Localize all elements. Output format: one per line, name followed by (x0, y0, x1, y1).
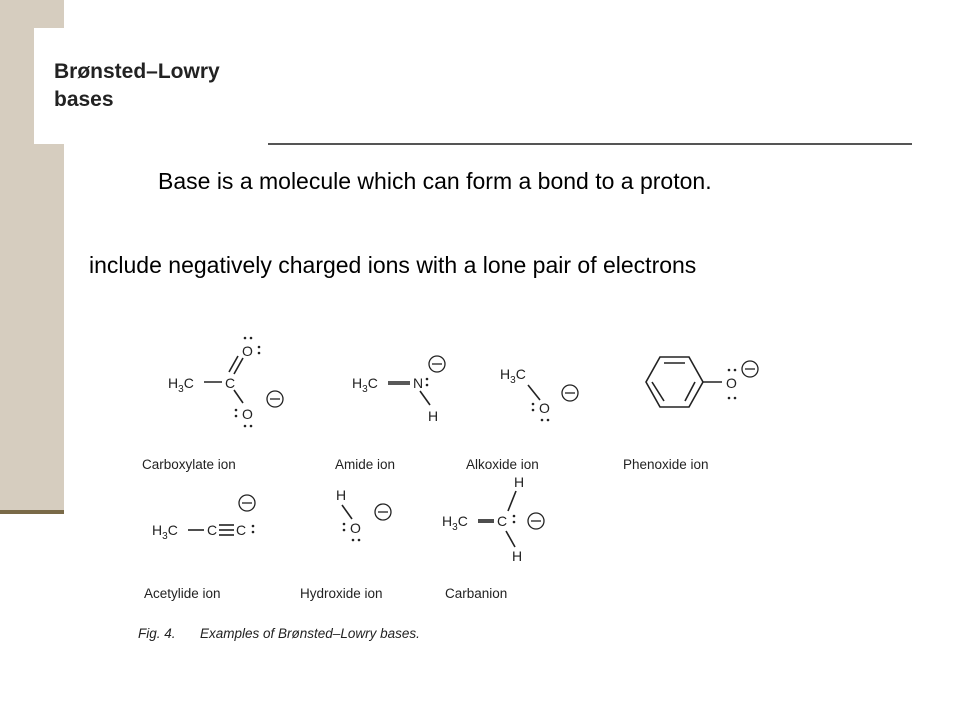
svg-text:N: N (413, 375, 424, 391)
svg-text:C: C (207, 522, 218, 538)
bronsted-lowry-bases-figure (130, 325, 780, 655)
label-amide: Amide ion (335, 457, 396, 472)
title-underline (268, 143, 912, 145)
carbanion-structure (442, 474, 544, 564)
svg-text:C: C (497, 513, 508, 529)
svg-text:C: C (236, 522, 247, 538)
hydroxide-structure (336, 487, 391, 541)
svg-text:H: H (336, 487, 347, 503)
svg-text:H3C: $H_3C$ (500, 366, 526, 386)
label-carboxylate: Carboxylate ion (142, 457, 236, 472)
svg-text:O: O (242, 406, 253, 422)
figure-caption-number: Fig. 4. (138, 626, 176, 641)
slide-title-line-2: bases (54, 88, 114, 111)
label-alkoxide: Alkoxide ion (466, 457, 539, 472)
svg-text:H: H (428, 408, 439, 424)
decorative-side-rule (0, 510, 64, 514)
svg-text:H3C: $H_3C$ (352, 375, 378, 395)
svg-text:H3C: $H_3C$ (152, 522, 178, 542)
svg-text:H3C: $H_3C$ (168, 375, 194, 395)
label-hydroxide: Hydroxide ion (300, 586, 383, 601)
acetylide-structure (152, 495, 255, 542)
figure-caption-text: Examples of Brønsted–Lowry bases. (200, 626, 420, 641)
svg-text:O: O (726, 375, 737, 391)
slide-title-line-1: Brønsted–Lowry (54, 60, 220, 83)
label-carbanion: Carbanion (445, 586, 508, 601)
svg-text:H3C: $H_3C$ (442, 513, 468, 533)
ions-text: include negatively charged ions with a lone pair of electrons (89, 252, 697, 278)
svg-text:C: C (225, 375, 236, 391)
svg-text:H: H (512, 548, 523, 564)
svg-text:H: H (514, 474, 525, 490)
amide-structure (352, 356, 445, 424)
svg-text:O: O (539, 400, 550, 416)
label-phenoxide: Phenoxide ion (623, 457, 709, 472)
label-acetylide: Acetylide ion (144, 586, 221, 601)
phenoxide-structure (646, 357, 758, 407)
slide-title (54, 58, 220, 114)
definition-text: Base is a molecule which can form a bond to a proton. (158, 168, 712, 194)
svg-text:O: O (242, 343, 253, 359)
svg-text:O: O (350, 520, 361, 536)
carboxylate-structure (168, 337, 283, 428)
title-box (34, 28, 270, 144)
alkoxide-structure (500, 366, 578, 421)
